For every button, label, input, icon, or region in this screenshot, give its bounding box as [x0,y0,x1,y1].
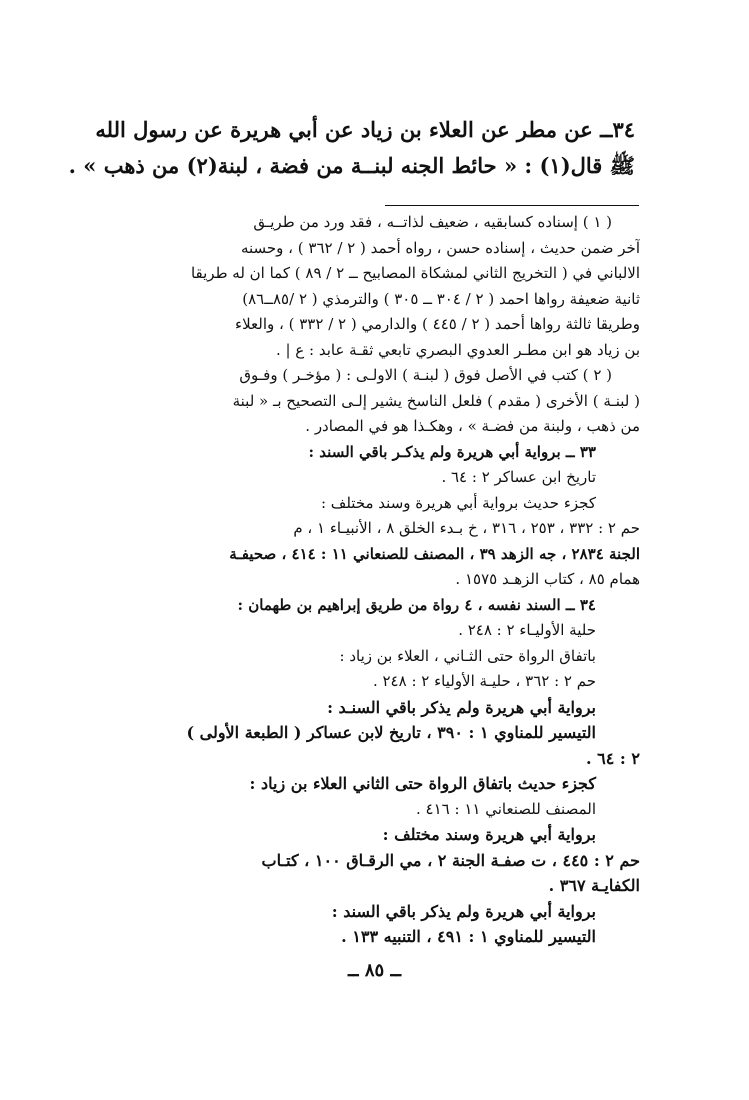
source-line: المصنف للصنعاني ١١ : ٤١٦ . [416,799,596,818]
source-line: حم ٢ : ٣٦٢ ، حليـة الأولياء ٢ : ٢٤٨ . [372,672,596,690]
footnote-line: ( ١ ) إسناده كسابقيه ، ضعيف لذاتــه ، فقد ورد من طريـق [253,213,612,231]
source-line: كجزء حديث باتفاق الرواة حتى الثاني العلاء بن زياد : [249,774,596,793]
source-line: باتفاق الرواة حتى الثـاني ، العلاء بن زياد : [339,646,596,665]
hadith-line-1: ٣٤ــ عن مطر عن العلاء بن زياد عن أبي هريرة عن رسول الله [95,117,635,142]
footnote-line: الالباني في ( التخريج الثاني لمشكاة المصابيح ــ ٢ / ٨٩ ) كما ان له طريقا [190,264,640,282]
source-line: برواية أبي هريرة وسند مختلف : [382,825,596,844]
footnote-line: ثانية ضعيفة رواها احمد ( ٢ / ٣٠٤ ــ ٣٠٥ ) والترمذي ( ٢ /٨٥ــ٨٦) [242,289,640,308]
source-line: التيسير للمناوي ١ : ٣٩٠ ، تاريخ لابن عساكر ( الطبعة الأولى ) [186,723,596,742]
source-line: برواية أبي هريرة ولم يذكر باقي السند : [331,901,596,921]
hadith-line-2: ﷺ قال(١) : « حائط الجنه لبنــة من فضة ، لبنة(٢) من ذهب » . [68,153,635,178]
source-line: حم ٢ : ٤٤٥ ، ت صفـة الجنة ٢ ، مي الرقـاق ١٠٠ ، كتـاب [261,850,640,870]
footnote-line: ( ٢ ) كتب في الأصل فوق ( لبنـة ) الاولـى : ( مؤخـر ) وفـوق [239,366,612,384]
source-line: تاريخ ابن عساكر ٢ : ٦٤ . [441,468,596,486]
page-number: ــ ٨٥ ــ [348,960,401,981]
source-line: ٢ : ٦٤ . [586,748,640,768]
footnote-line: بن زياد هو ابن مطـر العدوي البصري تابعي ثقـة عابد : ع | . [275,340,640,359]
source-line: برواية أبي هريرة ولم يذكر باقي السنـد : [327,697,596,717]
footnote-line: وطريقا ثالثة رواها أحمد ( ٢ / ٤٤٥ ) والدارمي ( ٢ / ٣٣٢ ) ، والعلاء [235,315,640,333]
footnotes-block [110,210,640,950]
hadith-text [68,112,635,184]
footnote-line: من ذهب ، ولبنة من فضـة » ، وهكـذا هو في المصادر . [305,417,640,435]
source-line: الجنة ٢٨٣٤ ، جه الزهد ٣٩ ، المصنف للصنعاني ١١ : ٤١٤ ، صحيفـة [229,544,640,563]
footnote-divider [385,205,639,206]
footnote-line: ( لبنـة ) الأخرى ( مقدم ) فلعل الناسخ يشير إلـى التصحيح بـ « لبنة [232,391,640,410]
source-line: حلية الأوليـاء ٢ : ٢٤٨ . [458,621,596,639]
footnote-line: آخر ضمن حديث ، إسناده حسن ، رواه أحمد ( ٢ / ٣٦٢ ) ، وحسنه [240,238,640,257]
source-line: ٣٤ ــ السند نفسه ، ٤ رواة من طريق إبراهيم بن طهمان : [237,595,596,614]
source-line: الكفايـة ٣٦٧ . [548,876,640,895]
source-line: همام ٨٥ ، كتاب الزهـد ١٥٧٥ . [455,570,640,588]
source-line: حم ٢ : ٣٣٢ ، ٢٥٣ ، ٣١٦ ، خ بـدء الخلق ٨ ، الأنبيـاء ١ ، م [293,519,640,537]
source-line: كجزء حديث برواية أبي هريرة وسند مختلف : [320,493,596,512]
source-line: ٣٣ ــ برواية أبي هريرة ولم يذكـر باقي السند : [308,442,596,461]
source-line: التيسير للمناوي ١ : ٤٩١ ، التنبيه ١٣٣ . [341,927,596,946]
